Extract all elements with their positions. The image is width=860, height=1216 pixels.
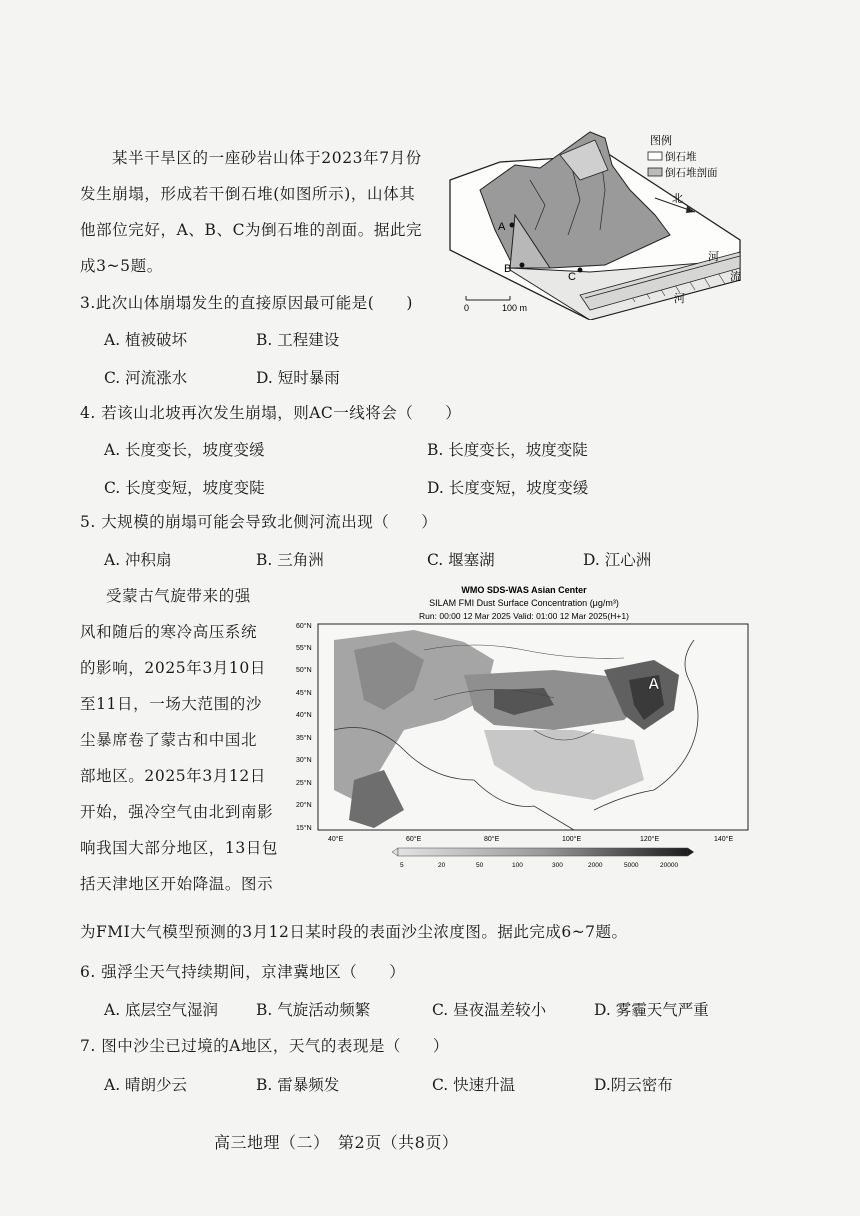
- colorbar-label: 100: [512, 862, 523, 869]
- question-5-stem: 5. 大规模的崩塌可能会导致北侧河流出现（ ）: [80, 513, 438, 531]
- colorbar-label: 5: [400, 862, 404, 869]
- river-label: 河: [674, 293, 685, 305]
- colorbar-label: 20: [438, 862, 446, 869]
- q7-option-d[interactable]: D.阴云密布: [594, 1076, 673, 1094]
- q3-option-d[interactable]: D. 短时暴雨: [256, 369, 340, 387]
- scale-zero: 0: [464, 303, 470, 313]
- q3-option-c[interactable]: C. 河流涨水: [104, 369, 188, 387]
- q5-option-b[interactable]: B. 三角洲: [256, 551, 324, 569]
- intro2-line: 括天津地区开始降温。图示: [80, 875, 274, 893]
- lon-label: 120°E: [640, 836, 660, 843]
- lon-label: 100°E: [562, 836, 582, 843]
- colorbar-label: 2000: [588, 862, 603, 869]
- lat-label: 40°N: [296, 712, 312, 719]
- q7-option-c[interactable]: C. 快速升温: [432, 1076, 516, 1094]
- lon-label: 40°E: [328, 836, 344, 843]
- lat-label: 55°N: [296, 645, 312, 652]
- north-label: 北: [672, 193, 683, 205]
- lat-label: 30°N: [296, 757, 312, 764]
- colorbar-label: 300: [552, 862, 563, 869]
- lat-label: 50°N: [296, 667, 312, 674]
- lat-label: 25°N: [296, 780, 312, 787]
- point-label-b: B: [504, 263, 512, 275]
- lon-label: 80°E: [484, 836, 500, 843]
- question-7-stem: 7. 图中沙尘已过境的A地区，天气的表现是（ ）: [80, 1037, 449, 1055]
- intro2-line: 的影响，2025年3月10日: [80, 659, 266, 677]
- q4-option-b[interactable]: B. 长度变长，坡度变陡: [427, 441, 588, 459]
- q6-option-a[interactable]: A. 底层空气湿润: [104, 1001, 219, 1019]
- colorbar: [398, 848, 688, 856]
- landslide-block-diagram: [440, 120, 780, 320]
- q7-option-a[interactable]: A. 晴朗少云: [104, 1076, 188, 1094]
- intro1-line: 发生崩塌，形成若干倒石堆(如图所示)，山体其: [80, 185, 416, 203]
- river-label: 流: [730, 271, 741, 283]
- point-label-c: C: [568, 271, 576, 283]
- q4-option-c[interactable]: C. 长度变短，坡度变陡: [104, 479, 265, 497]
- colorbar-label: 20000: [660, 862, 679, 869]
- lat-label: 60°N: [296, 623, 312, 630]
- map-title-1: WMO SDS-WAS Asian Center: [461, 585, 587, 595]
- intro1-line: 某半干旱区的一座砂岩山体于2023年7月份: [112, 149, 422, 167]
- legend-swatch-talus: [648, 152, 662, 160]
- q3-option-b[interactable]: B. 工程建设: [256, 331, 340, 349]
- point-label-a: A: [498, 221, 506, 233]
- q4-option-d[interactable]: D. 长度变短，坡度变缓: [427, 479, 589, 497]
- intro2-full-line: 为FMI大气模型预测的3月12日某时段的表面沙尘浓度图。据此完成6~7题。: [80, 923, 628, 941]
- q6-option-c[interactable]: C. 昼夜温差较小: [432, 1001, 547, 1019]
- intro1-line: 他部位完好，A、B、C为倒石堆的剖面。据此完: [80, 221, 423, 239]
- dust-concentration-map: [294, 580, 754, 874]
- intro2-line: 开始，强冷空气由北到南影: [80, 803, 274, 821]
- intro-paragraph-2: [80, 578, 290, 902]
- legend-item-talus: 倒石堆: [665, 151, 697, 163]
- q3-option-a[interactable]: A. 植被破坏: [104, 331, 188, 349]
- q4-option-a[interactable]: A. 长度变长，坡度变缓: [104, 441, 265, 459]
- q7-option-b[interactable]: B. 雷暴频发: [256, 1076, 340, 1094]
- q5-option-a[interactable]: A. 冲积扇: [104, 551, 172, 569]
- page-footer: 高三地理（二） 第2页（共8页）: [214, 1133, 459, 1152]
- intro2-line: 受蒙古气旋带来的强: [106, 587, 251, 605]
- lon-label: 60°E: [406, 836, 422, 843]
- intro2-line: 至11日，一场大范围的沙: [80, 695, 262, 713]
- q6-option-d[interactable]: D. 雾霾天气严重: [594, 1001, 709, 1019]
- lat-label: 45°N: [296, 690, 312, 697]
- q6-option-b[interactable]: B. 气旋活动频繁: [256, 1001, 371, 1019]
- lat-label: 35°N: [296, 735, 312, 742]
- lat-label: 20°N: [296, 802, 312, 809]
- intro2-line: 部地区。2025年3月12日: [80, 767, 266, 785]
- q5-option-d[interactable]: D. 江心洲: [583, 551, 652, 569]
- intro-paragraph-1: [80, 140, 460, 284]
- scale-label: 100 m: [502, 303, 528, 313]
- river-label: 河: [708, 251, 719, 263]
- legend-swatch-section: [648, 168, 662, 176]
- colorbar-label: 5000: [624, 862, 639, 869]
- intro2-line: 尘暴席卷了蒙古和中国北: [80, 731, 258, 749]
- lat-label: 15°N: [296, 825, 312, 832]
- question-3-stem: 3.此次山体崩塌发生的直接原因最可能是( ): [80, 294, 413, 312]
- question-6-stem: 6. 强浮尘天气持续期间，京津冀地区（ ）: [80, 963, 406, 981]
- intro2-line: 风和随后的寒冷高压系统: [80, 623, 258, 641]
- map-run-info: Run: 00:00 12 Mar 2025 Valid: 01:00 12 Mar 2025(H+1): [419, 611, 629, 621]
- map-title-2: SILAM FMI Dust Surface Concentration (μg/m³): [429, 598, 619, 608]
- legend-item-section: 倒石堆剖面: [665, 167, 718, 179]
- legend-title: 图例: [650, 135, 672, 147]
- question-4-stem: 4. 若该山北坡再次发生崩塌，则AC一线将会（ ）: [80, 404, 462, 422]
- lon-label: 140°E: [714, 836, 734, 843]
- intro2-line: 响我国大部分地区，13日包: [80, 839, 279, 857]
- q5-option-c[interactable]: C. 堰塞湖: [427, 551, 495, 569]
- colorbar-label: 50: [476, 862, 484, 869]
- intro1-line: 成3~5题。: [80, 257, 163, 275]
- map-point-a: A: [648, 676, 660, 693]
